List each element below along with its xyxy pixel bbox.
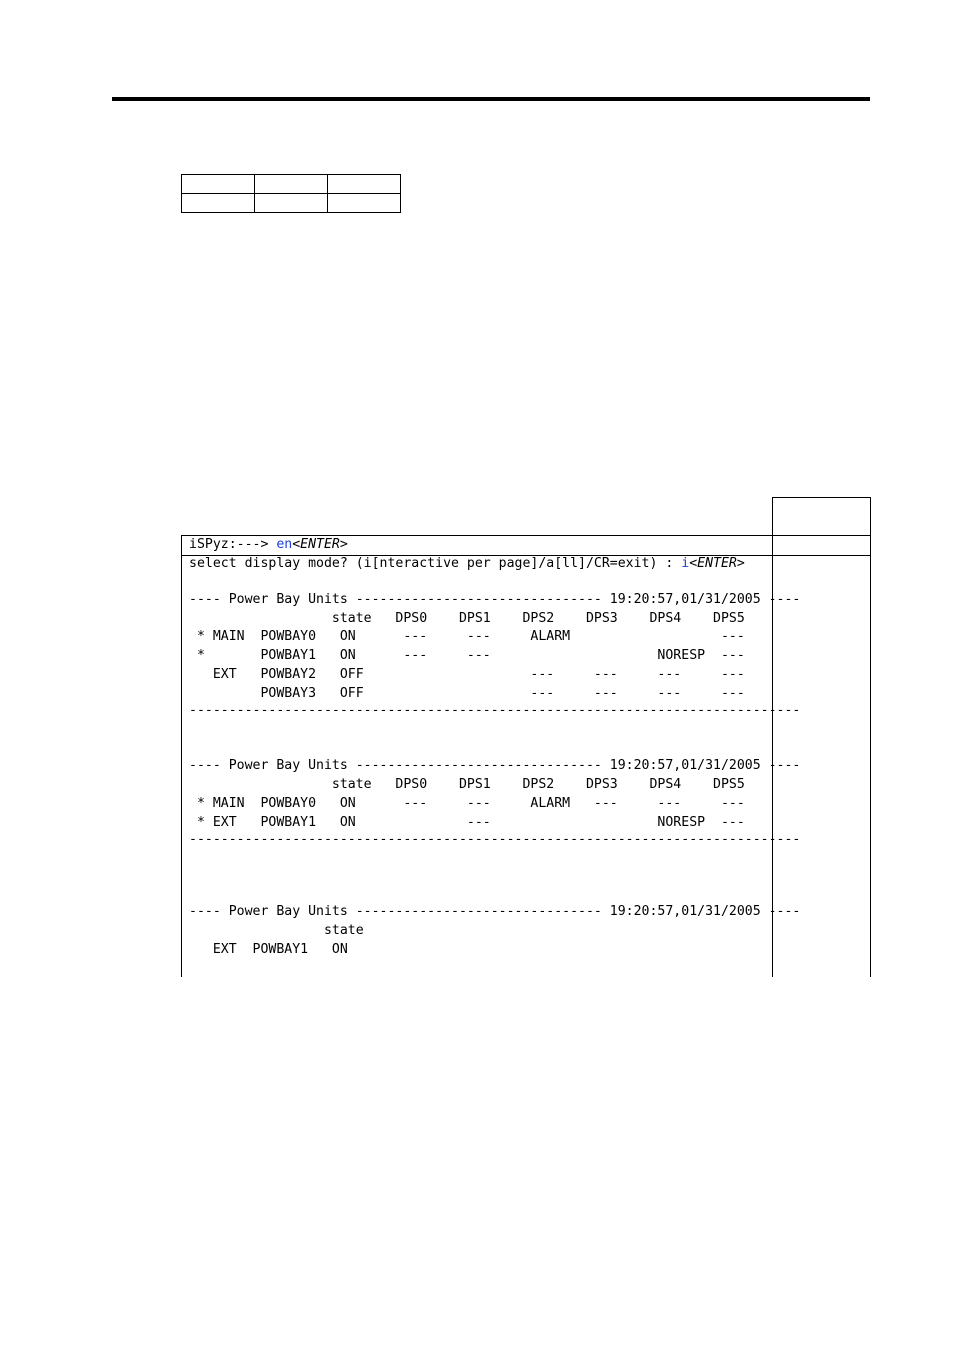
block3-header: ---- Power Bay Units ------------------------------- 19:20:57,01/31/2005 ---- xyxy=(189,904,801,919)
block2-columns: state DPS0 DPS1 DPS2 DPS3 DPS4 DPS5 xyxy=(189,777,745,792)
block1-header: ---- Power Bay Units ------------------------------- 19:20:57,01/31/2005 ---- xyxy=(189,592,801,607)
table-cell xyxy=(328,194,401,213)
enter-key: <ENTER> xyxy=(689,556,745,571)
table-cell xyxy=(182,194,255,213)
block2-row: * MAIN POWBAY0 ON --- --- ALARM --- --- --- xyxy=(189,796,745,811)
block2-header: ---- Power Bay Units ------------------------------- 19:20:57,01/31/2005 ---- xyxy=(189,758,801,773)
enter-key: <ENTER> xyxy=(292,537,348,552)
block3-row: EXT POWBAY1 ON xyxy=(189,942,348,957)
table-row xyxy=(182,175,401,194)
block1-separator: ----------------------------------------------------------------------------- xyxy=(189,703,801,718)
block2-separator: ----------------------------------------------------------------------------- xyxy=(189,832,801,847)
block1-row: * MAIN POWBAY0 ON --- --- ALARM --- xyxy=(189,629,745,644)
block1-row: POWBAY3 OFF --- --- --- --- xyxy=(189,686,745,701)
prompt-prefix: iSPyz:---> xyxy=(189,537,277,552)
frame-border xyxy=(772,497,871,498)
table-row xyxy=(182,194,401,213)
select-mode-line xyxy=(189,555,745,573)
block1-row: EXT POWBAY2 OFF --- --- --- --- xyxy=(189,667,745,682)
table-cell xyxy=(328,175,401,194)
header-rule xyxy=(112,97,870,101)
table-cell xyxy=(182,175,255,194)
empty-table xyxy=(181,174,401,213)
block2-row: * EXT POWBAY1 ON --- NORESP --- xyxy=(189,815,745,830)
block1-columns: state DPS0 DPS1 DPS2 DPS3 DPS4 DPS5 xyxy=(189,611,745,626)
block3-columns: state xyxy=(189,923,364,938)
frame-border xyxy=(870,497,871,977)
block1-row: * POWBAY1 ON --- --- NORESP --- xyxy=(189,648,745,663)
command-prompt-line xyxy=(189,536,348,554)
table-cell xyxy=(255,194,328,213)
prompt-input: en xyxy=(276,537,293,552)
table-cell xyxy=(255,175,328,194)
frame-border xyxy=(181,535,182,977)
select-prefix: select display mode? (i[nteractive per page]/a[ll]/CR=exit) : xyxy=(189,556,682,571)
select-input: i xyxy=(681,556,690,571)
